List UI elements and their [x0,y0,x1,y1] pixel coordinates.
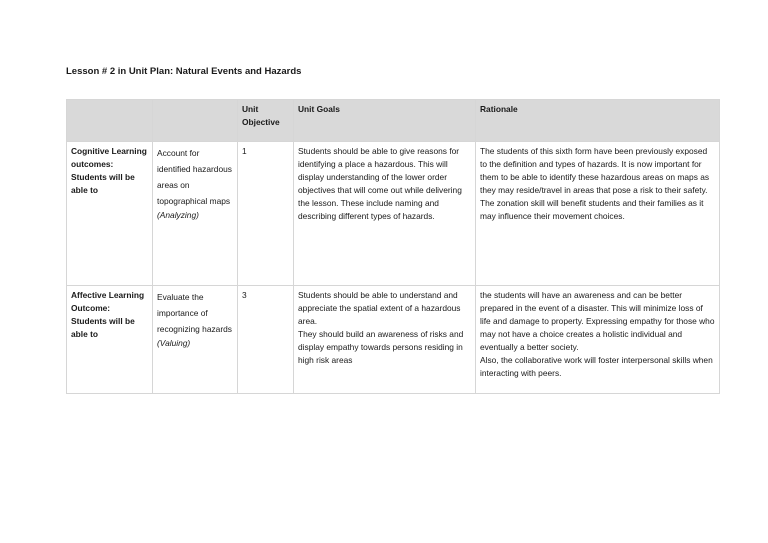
goals-paragraph: Students should be able to understand and appreciate the spatial extent of a hazardous area. [298,290,461,326]
goals-cell: Students should be able to give reasons for identifying a place a hazardous. This will display understanding of the lower order objectives that will come out while delivering the lesson. These include naming and describing different types of hazards. [294,142,476,286]
action-text: Account for identified hazardous areas on topographical maps [157,148,232,206]
header-unit-objective: Unit Objective [238,100,294,142]
rationale-paragraph: Also, the collaborative work will foster interpersonal skills when interacting with peers. [480,355,713,378]
table-row-affective [67,286,720,394]
unit-plan-table [66,99,720,394]
bloom-level: (Valuing) [157,338,191,348]
rationale-paragraph: The zonation skill will benefit students and their families as it may influence their movement choices. [480,198,704,221]
table-header-row [67,100,720,142]
action-text: Evaluate the importance of recognizing hazards [157,292,232,334]
objective-cell: 1 [238,142,294,286]
rationale-paragraph: the students will have an awareness and can be better prepared in the event of a disaster. This will minimize loss of life and damage to property. Expressing empathy for those who may not have a choice creates a holistic individual and eventually a better society. [480,290,715,352]
rationale-paragraph: The students of this sixth form have been previously exposed to the definition and types of hazards. It is now important for them to be able to identify these hazardous areas on maps as they may reside/travel in areas that pose a risk to their safety. [480,146,710,195]
goals-paragraph: They should build an awareness of risks and display empathy towards persons residing in high risk areas [298,329,464,365]
outcome-cell: Affective Learning Outcome: Students will be able to [67,286,153,394]
header-cell-action [153,100,238,142]
header-rationale: Rationale [476,100,720,142]
rationale-cell [476,286,720,394]
action-cell [153,142,238,286]
rationale-cell [476,142,720,286]
header-cell-outcome [67,100,153,142]
bloom-level: (Analyzing) [157,210,199,220]
table-row-cognitive [67,142,720,286]
objective-cell: 3 [238,286,294,394]
outcome-cell: Cognitive Learning outcomes: Students will be able to [67,142,153,286]
goals-cell [294,286,476,394]
header-unit-goals: Unit Goals [294,100,476,142]
document-title: Lesson # 2 in Unit Plan: Natural Events and Hazards [66,66,302,77]
action-cell [153,286,238,394]
